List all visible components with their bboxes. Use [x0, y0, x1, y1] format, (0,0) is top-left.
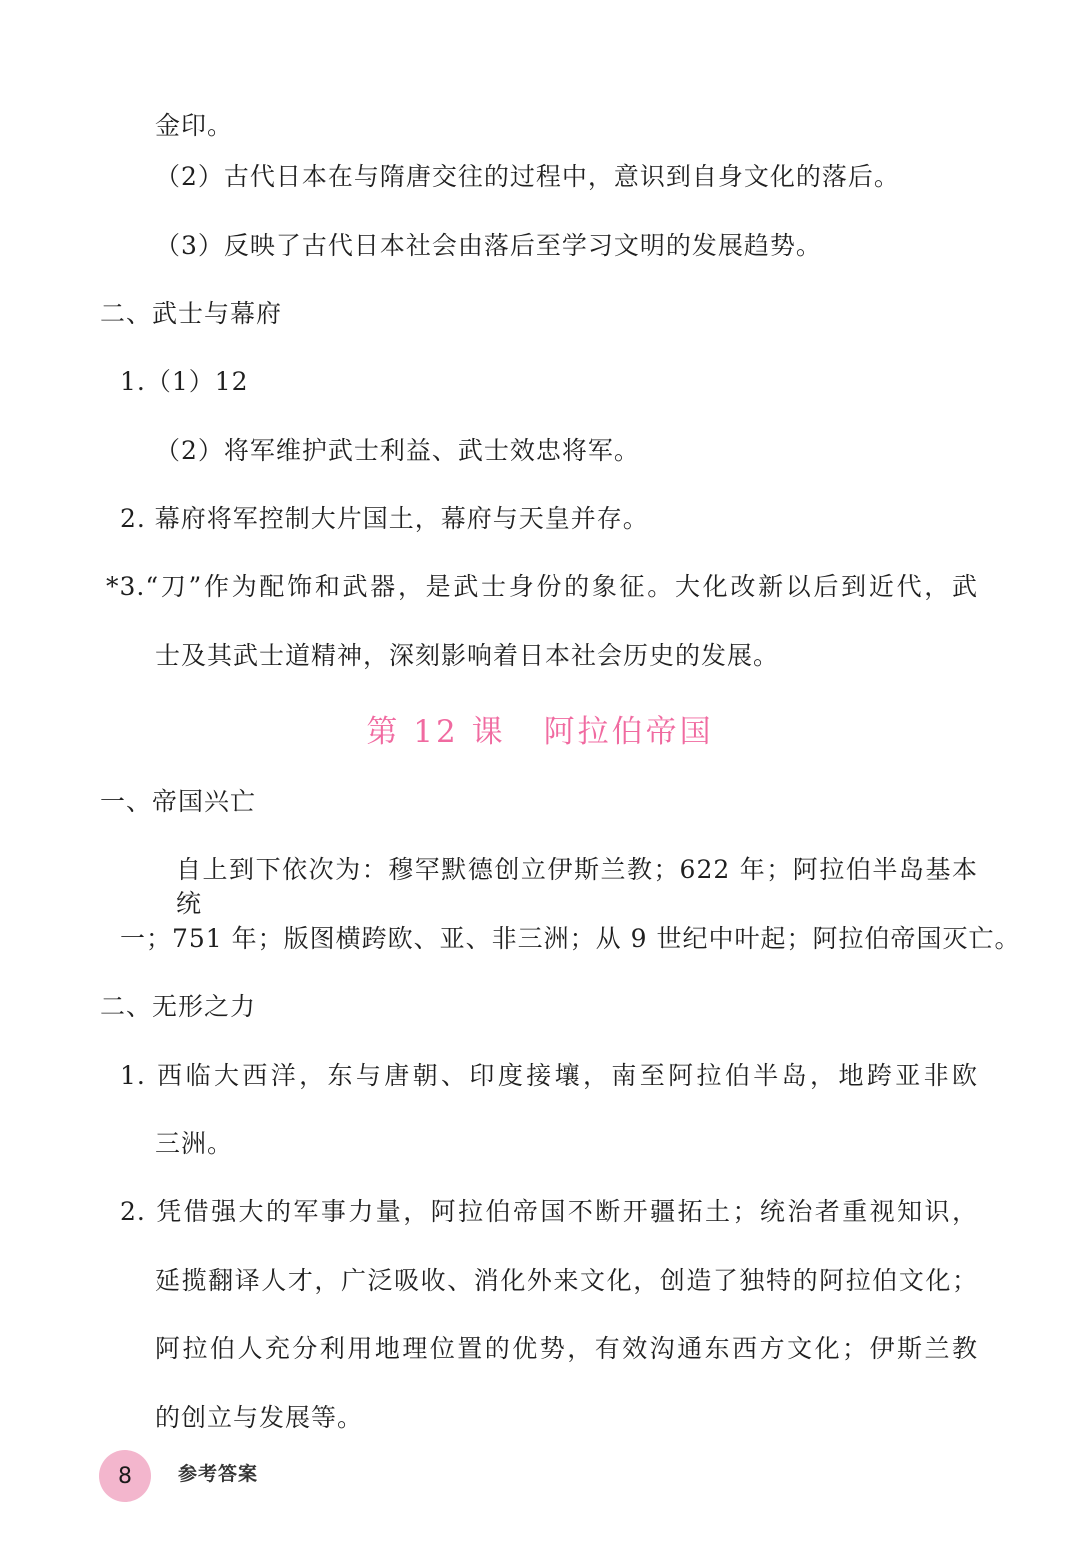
section-heading: 一、帝国兴亡	[100, 787, 257, 816]
text-line: （2）将军维护武士利益、武士效忠将军。	[155, 436, 640, 465]
text-line: 2. 幕府将军控制大片国土，幕府与天皇并存。	[120, 504, 649, 533]
text-line: 士及其武士道精神，深刻影响着日本社会历史的发展。	[155, 641, 780, 670]
text-line: *3.“刀”作为配饰和武器，是武士身份的象征。大化改新以后到近代，武	[106, 572, 978, 601]
text-line: 1.（1）12	[120, 367, 249, 396]
lesson-number: 第 12 课	[366, 714, 506, 750]
text-line: 自上到下依次为：穆罕默德创立伊斯兰教；622 年；阿拉伯半岛基本统	[176, 855, 978, 918]
text-line: 三洲。	[155, 1129, 234, 1158]
text-line: （2）古代日本在与隋唐交往的过程中，意识到自身文化的落后。	[155, 162, 900, 191]
text-line: 2. 凭借强大的军事力量，阿拉伯帝国不断开疆拓土；统治者重视知识，	[120, 1197, 978, 1226]
text-line: 阿拉伯人充分利用地理位置的优势，有效沟通东西方文化；伊斯兰教	[155, 1334, 978, 1363]
lesson-title	[0, 712, 1080, 752]
section-heading: 二、武士与幕府	[100, 299, 283, 328]
text-line: 的创立与发展等。	[155, 1403, 364, 1432]
text-line: 金印。	[155, 111, 234, 140]
text-line: 1. 西临大西洋，东与唐朝、印度接壤，南至阿拉伯半岛，地跨亚非欧	[120, 1061, 978, 1090]
footer-label: 参考答案	[178, 1463, 259, 1485]
section-heading: 二、无形之力	[100, 992, 257, 1021]
page-number-badge: 8	[99, 1450, 151, 1502]
text-line: 延揽翻译人才，广泛吸收、消化外来文化，创造了独特的阿拉伯文化；	[155, 1266, 978, 1295]
lesson-name: 阿拉伯帝国	[543, 714, 714, 750]
text-line: 一；751 年；版图横跨欧、亚、非三洲；从 9 世纪中叶起；阿拉伯帝国灭亡。	[120, 924, 1021, 953]
text-line: （3）反映了古代日本社会由落后至学习文明的发展趋势。	[155, 231, 822, 260]
